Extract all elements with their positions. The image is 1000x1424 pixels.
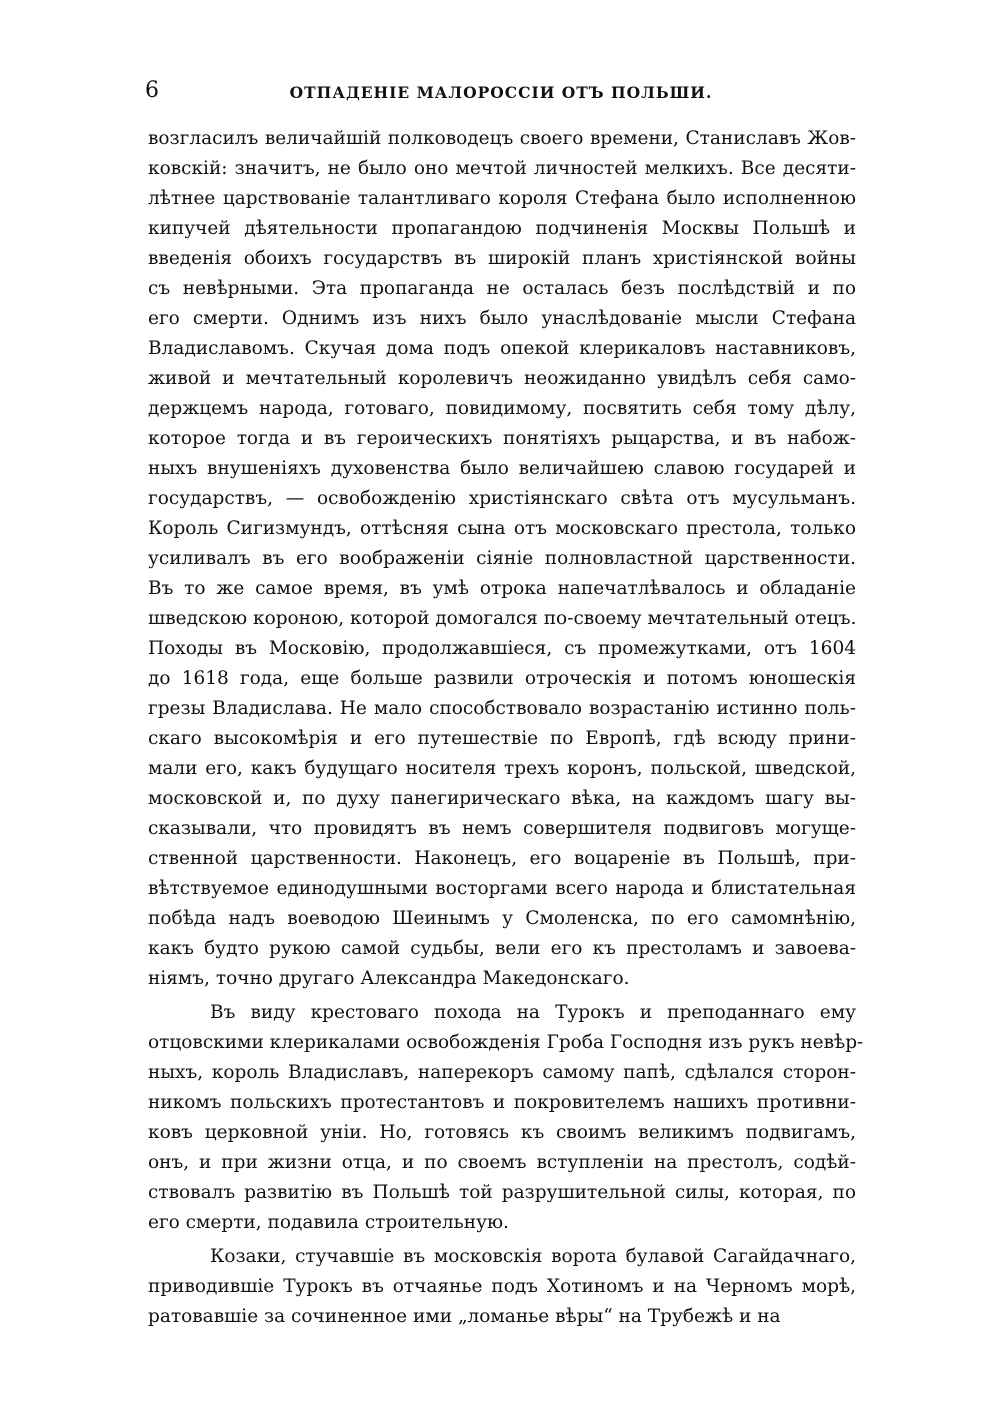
paragraph <box>148 998 864 1238</box>
text-line: побѣда надъ воеводою Шеинымъ у Смоленска, по его самомнѣнію, <box>148 908 856 929</box>
text-line: Въ то же самое время, въ умѣ отрока напечатлѣвалось и обладаніе <box>148 578 856 599</box>
text-line: съ невѣрными. Эта пропаганда не осталась безъ послѣдствій и по <box>148 278 856 299</box>
text-line: кипучей дѣятельности пропагандою подчиненія Москвы Польшѣ и <box>148 218 856 239</box>
text-line: держцемъ народа, готоваго, повидимому, посвятить себя тому дѣлу, <box>148 398 856 419</box>
text-line: Владиславомъ. Скучая дома подъ опекой клерикаловъ наставниковъ, <box>148 338 856 359</box>
text-line: отцовскими клерикалами освобожденія Гроба Господня изъ рукъ невѣр- <box>148 1032 864 1053</box>
text-body <box>148 124 864 1332</box>
text-line: которое тогда и въ героическихъ понятіяхъ рыцарства, и въ набож- <box>148 428 856 449</box>
text-line: государствъ, — освобожденію христіянскаго свѣта отъ мусульманъ. <box>148 488 856 509</box>
text-line: Походы въ Московію, продолжавшіеся, съ промежутками, отъ 1604 <box>148 638 856 659</box>
text-line: ніямъ, точно другаго Александра Македонскаго. <box>148 968 630 989</box>
text-line: приводившіе Турокъ въ отчаянье подъ Хотиномъ и на Черномъ морѣ, <box>148 1276 856 1297</box>
text-line: его смерти, подавила строительную. <box>148 1212 509 1233</box>
text-line: ковъ церковной уніи. Но, готовясь къ своимъ великимъ подвигамъ, <box>148 1122 856 1143</box>
text-line: московской и, по духу панегирическаго вѣка, на каждомъ шагу вы- <box>148 788 856 809</box>
text-line: ственной царственности. Наконецъ, его воцареніе въ Польшѣ, при- <box>148 848 856 869</box>
page-header <box>145 78 857 108</box>
text-line: введенія обоихъ государствъ въ широкій планъ христіянской войны <box>148 248 856 269</box>
paragraph <box>148 124 856 994</box>
text-line: Въ виду крестоваго похода на Турокъ и преподаннаго ему <box>210 1002 856 1023</box>
text-line: его смерти. Однимъ изъ нихъ было унаслѣдованіе мысли Стефана <box>148 308 856 329</box>
text-line: Король Сигизмундъ, оттѣсняя сына отъ московскаго престола, только <box>148 518 856 539</box>
running-title: ОТПАДЕНІЕ МАЛОРОССІИ ОТЪ ПОЛЬШИ. <box>289 83 713 102</box>
paragraph <box>148 1242 856 1332</box>
text-line: до 1618 года, еще больше развили отроческія и потомъ юношескія <box>148 668 856 689</box>
text-line: ныхъ, король Владиславъ, наперекоръ самому папѣ, сдѣлался сторон- <box>148 1062 856 1083</box>
text-line: ковскій: значитъ, не было оно мечтой личностей мелкихъ. Все десяти- <box>148 158 856 179</box>
page-number: 6 <box>145 78 159 103</box>
text-line: никомъ польскихъ протестантовъ и покровителемъ нашихъ противни- <box>148 1092 856 1113</box>
text-line: возгласилъ величайшій полководецъ своего времени, Станиславъ Жов- <box>148 128 856 149</box>
text-line: вѣтствуемое единодушными восторгами всего народа и блистательная <box>148 878 856 899</box>
text-line: сказывали, что провидятъ въ немъ совершителя подвиговъ могуще- <box>148 818 856 839</box>
text-line: усиливалъ въ его воображеніи сіяніе полновластной царственности. <box>148 548 856 569</box>
text-line: лѣтнее царствованіе талантливаго короля Стефана было исполненною <box>148 188 856 209</box>
text-line: мали его, какъ будущаго носителя трехъ коронъ, польской, шведской, <box>148 758 856 779</box>
text-line: онъ, и при жизни отца, и по своемъ вступленіи на престолъ, содѣй- <box>148 1152 856 1173</box>
text-line: ратовавшіе за сочиненное ими „ломанье вѣры“ на Трубежѣ и на <box>148 1306 781 1327</box>
text-line: ствовалъ развитію въ Польшѣ той разрушительной силы, которая, по <box>148 1182 856 1203</box>
text-line: Козаки, стучавшіе въ московскія ворота булавой Сагайдачнаго, <box>210 1246 856 1267</box>
text-line: грезы Владислава. Не мало способствовало возрастанію истинно поль- <box>148 698 856 719</box>
text-line: ныхъ внушеніяхъ духовенства было величайшею славою государей и <box>148 458 856 479</box>
text-line: шведскою короною, которой домогался по-своему мечтательный отецъ. <box>148 608 857 629</box>
text-line: какъ будто рукою самой судьбы, вели его къ престоламъ и завоева- <box>148 938 856 959</box>
text-line: живой и мечтательный королевичъ неожиданно увидѣлъ себя само- <box>148 368 856 389</box>
text-line: скаго высокомѣрія и его путешествіе по Европѣ, гдѣ всюду прини- <box>148 728 856 749</box>
